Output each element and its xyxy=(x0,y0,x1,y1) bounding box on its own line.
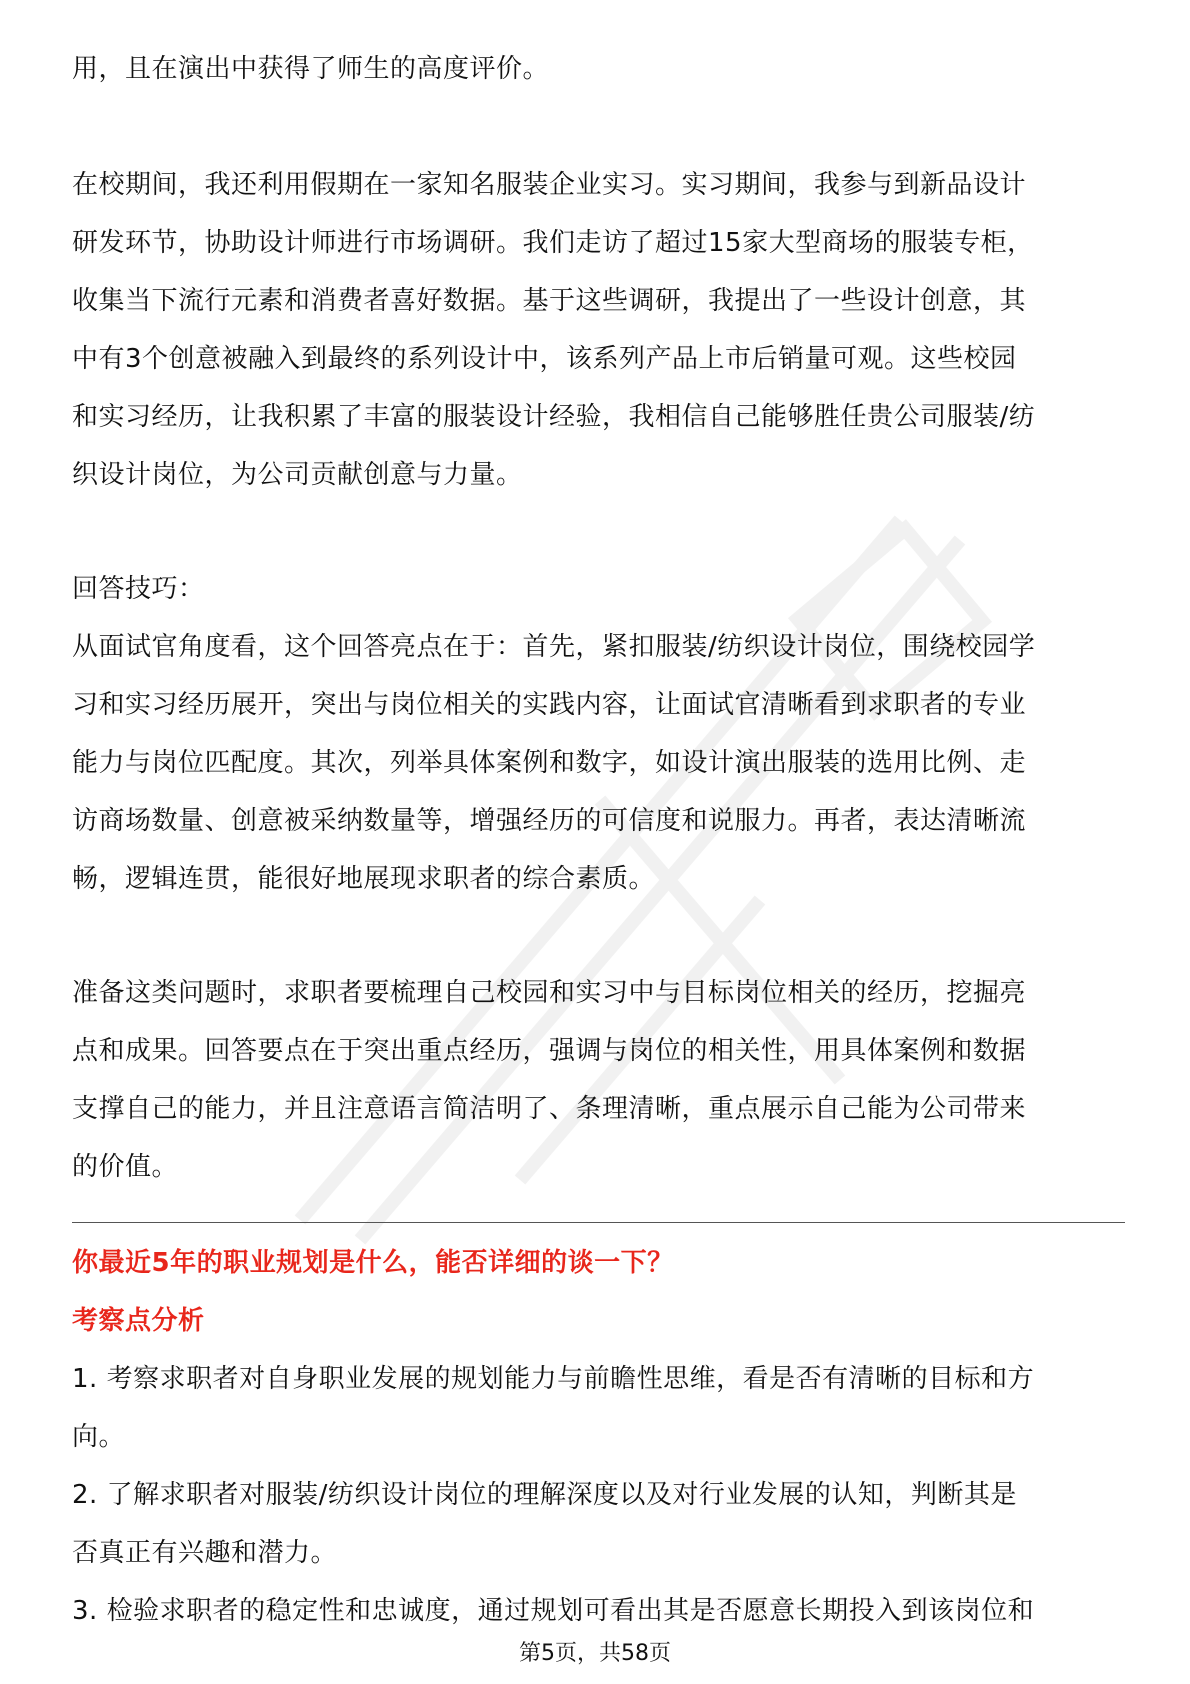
text-line: 在校期间，我还利用假期在一家知名服装企业实习。实习期间，我参与到新品设计 xyxy=(72,170,1027,200)
text-line: 支撑自己的能力，并且注意语言简洁明了、条理清晰，重点展示自己能为公司带来 xyxy=(72,1094,1027,1124)
list-item: 1. 考察求职者对自身职业发展的规划能力与前瞻性思维，看是否有清晰的目标和方 xyxy=(72,1364,1035,1394)
list-item: 2. 了解求职者对服装/纺织设计岗位的理解深度以及对行业发展的认知，判断其是 xyxy=(72,1480,1017,1510)
text-line: 从面试官角度看，这个回答亮点在于：首先，紧扣服装/纺织设计岗位，围绕校园学 xyxy=(72,632,1036,662)
text-line: 织设计岗位，为公司贡献创意与力量。 xyxy=(72,460,523,490)
text-line: 和实习经历，让我积累了丰富的服装设计经验，我相信自己能够胜任贵公司服装/纺 xyxy=(72,402,1036,432)
text-line: 习和实习经历展开，突出与岗位相关的实践内容，让面试官清晰看到求职者的专业 xyxy=(72,690,1027,720)
paragraph-intro-end xyxy=(72,40,1132,98)
text-line: 畅，逻辑连贯，能很好地展现求职者的综合素质。 xyxy=(72,864,656,894)
text-line: 回答技巧： xyxy=(72,574,205,604)
text-line: 的价值。 xyxy=(72,1152,179,1182)
text-line: 研发环节，协助设计师进行市场调研。我们走访了超过15家大型商场的服装专柜， xyxy=(72,228,1034,258)
question-title: 你最近5年的职业规划是什么，能否详细的谈一下？ xyxy=(72,1248,674,1278)
text-line: 点和成果。回答要点在于突出重点经历，强调与岗位的相关性，用具体案例和数据 xyxy=(72,1036,1027,1066)
list-item: 向。 xyxy=(72,1422,126,1452)
text-line: 收集当下流行元素和消费者喜好数据。基于这些调研，我提出了一些设计创意，其 xyxy=(72,286,1027,316)
text-line: 中有3个创意被融入到最终的系列设计中，该系列产品上市后销量可观。这些校园 xyxy=(72,344,1017,374)
list-item: 3. 检验求职者的稳定性和忠诚度，通过规划可看出其是否愿意长期投入到该岗位和 xyxy=(72,1596,1035,1626)
analysis-list xyxy=(72,1350,1132,1640)
paragraph-answer-tips xyxy=(72,560,1132,908)
text-line: 用，且在演出中获得了师生的高度评价。 xyxy=(72,54,550,84)
paragraph-internship xyxy=(72,156,1132,504)
page-number: 第5页，共58页 xyxy=(519,1641,671,1666)
text-line: 能力与岗位匹配度。其次，列举具体案例和数字，如设计演出服装的选用比例、走 xyxy=(72,748,1027,778)
text-line: 准备这类问题时，求职者要梳理自己校园和实习中与目标岗位相关的经历，挖掘亮 xyxy=(72,978,1027,1008)
paragraph-preparation xyxy=(72,964,1132,1196)
text-line: 访商场数量、创意被采纳数量等，增强经历的可信度和说服力。再者，表达清晰流 xyxy=(72,806,1027,836)
analysis-heading: 考察点分析 xyxy=(72,1306,205,1336)
section-divider xyxy=(72,1222,1125,1223)
list-item: 否真正有兴趣和潜力。 xyxy=(72,1538,338,1568)
